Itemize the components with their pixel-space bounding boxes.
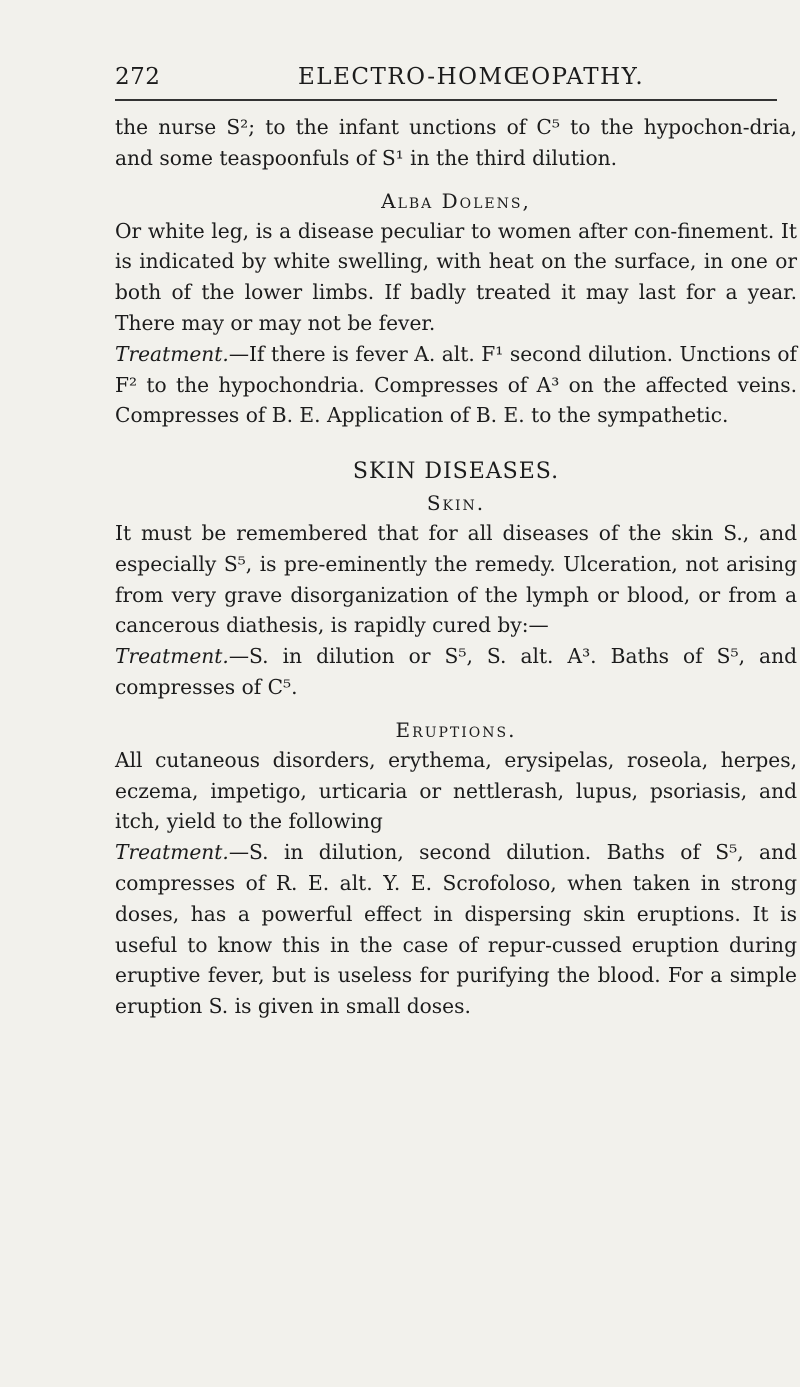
treatment-text: —If there is fever A. alt. F¹ second dilution. Unctions of F² to the hypochondria. Compresses of A³ on the affected veins. Compresses of B. E. Application of B. E. to the sympathetic.: [115, 341, 797, 428]
paragraph-treatment-2: [115, 641, 797, 703]
treatment-text: —S. in dilution, second dilution. Baths of S⁵, and compresses of R. E. alt. Y. E. Scrofoloso, when taken in strong doses, has a powerful effect in dispersing skin eruptions. It is useful to know this in the case of repur-cussed eruption during eruptive fever, but is useless for purifying the blood. For a simple eruption S. is given in small doses.: [115, 840, 797, 1019]
section-heading-alba-dolens: Alba Dolens,: [381, 188, 531, 213]
chapter-heading-skin-diseases: SKIN DISEASES.: [352, 459, 560, 485]
section-heading-skin: Skin.: [426, 490, 486, 515]
paragraph-skin-intro: It must be remembered that for all diseases of the skin S., and especially S⁵, is pre-eminently the remedy. Ulceration, not arising from very grave disorganization of the lymph or blood, or from a cancerous diathesis, is rapidly cured by:—: [115, 520, 797, 638]
page-body: [115, 112, 797, 1022]
page-number: 272: [115, 64, 161, 90]
treatment-label: Treatment.: [115, 644, 229, 669]
treatment-label: Treatment.: [115, 341, 229, 366]
paragraph-treatment-3: [115, 837, 797, 1022]
page-header: [115, 64, 777, 104]
paragraph-treatment-1: [115, 339, 797, 431]
running-title: ELECTRO-HOMŒOPATHY.: [298, 64, 645, 90]
paragraph-eruptions: All cutaneous disorders, erythema, erysipelas, roseola, herpes, eczema, impetigo, urticaria or nettlerash, lupus, psoriasis, and itch, yield to the following: [115, 747, 797, 834]
header-rule: [115, 99, 777, 101]
treatment-text: —S. in dilution or S⁵, S. alt. A³. Baths of S⁵, and compresses of C⁵.: [115, 644, 797, 699]
section-heading-eruptions: Eruptions.: [395, 717, 517, 742]
treatment-label: Treatment.: [115, 840, 229, 865]
paragraph-white-leg: Or white leg, is a disease peculiar to women after con-finement. It is indicated by white swelling, with heat on the surface, in one or both of the lower limbs. If badly treated it may last for a year. There may or may not be fever.: [115, 218, 797, 335]
paragraph-continuation: the nurse S²; to the infant unctions of C⁵ to the hypochon-dria, and some teaspoonfuls of S¹ in the third dilution.: [115, 115, 797, 170]
